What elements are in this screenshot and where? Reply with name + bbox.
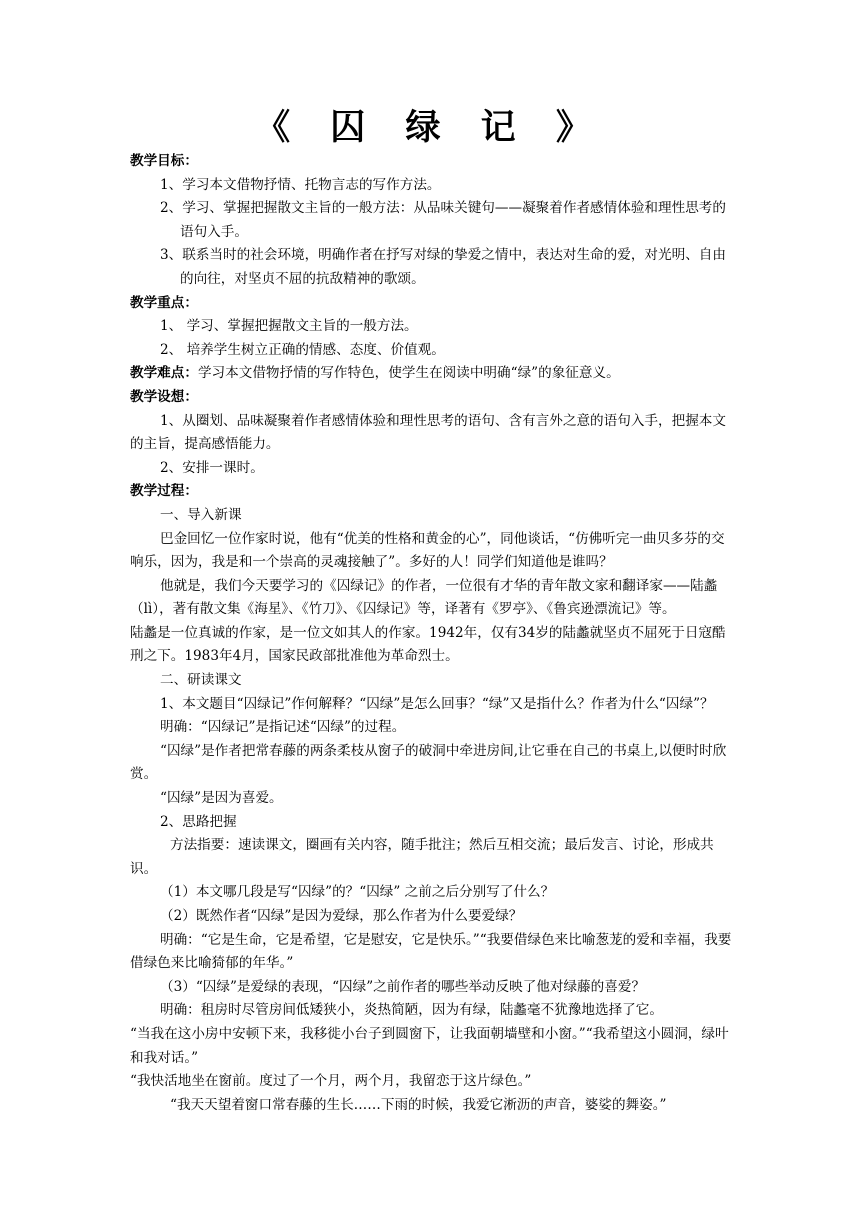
design-heading: 教学设想：	[130, 388, 198, 405]
goal-item: 1、学习本文借物抒情、托物言志的写作方法。	[160, 176, 441, 193]
section-heading: 2、思路把握	[160, 813, 237, 830]
paragraph: 巴金回忆一位作家时说，他有“优美的性格和黄金的心”，同他谈话，“仿佛听完一曲贝多芬的交响乐，因为，我是和一个崇高的灵魂接触了”。多好的人！同学们知道他是谁吗？	[130, 530, 725, 571]
section-heading: 一、导入新课	[160, 506, 242, 523]
question-paragraph: （2）既然作者“囚绿”是因为爱绿，那么作者为什么要爱绿？	[160, 908, 523, 924]
question-paragraph: 1、本文题目“囚绿记”作何解释？“囚绿”是怎么回事？“绿”又是指什么？作者为什么“囚绿”？	[160, 695, 714, 712]
document-body	[130, 150, 735, 1117]
design-item: 1、从圈划、品味凝聚着作者感情体验和理性思考的语句、含有言外之意的语句入手，把握本文的主旨，提高感悟能力。	[130, 412, 726, 453]
question-paragraph: （1）本文哪几段是写“囚绿”的？“囚绿” 之前之后分别写了什么？	[160, 884, 555, 901]
goals-heading: 教学目标：	[130, 153, 198, 169]
answer-paragraph: 明确：“它是生命，它是希望，它是慰安，它是快乐。”“我要借绿色来比喻葱茏的爱和幸福，我要借绿色来比喻猗郁的年华。”	[130, 931, 732, 972]
difficulty-paragraph	[130, 362, 735, 386]
paragraph: “囚绿”是作者把常春藤的两条柔枝从窗子的破洞中牵进房间,让它垂在自己的书桌上,以便时时欣赏。	[130, 742, 727, 783]
question-paragraph: （3）“囚绿”是爱绿的表现，“囚绿”之前作者的哪些举动反映了他对绿藤的喜爱？	[160, 978, 646, 995]
answer-paragraph: 明确：租房时尽管房间低矮狭小，炎热简陋，因为有绿，陆蠡毫不犹豫地选择了它。	[160, 1002, 663, 1019]
paragraph: 他就是，我们今天要学习的《囚绿记》的作者，一位很有才华的青年散文家和翻译家——陆蠡（lì），著有散文集《海星》、《竹刀》、《囚绿记》等，译著有《罗亭》、《鲁宾逊漂流记》等。 陆蠡是一位真诚的作家，是一位文如其人的作家。1942年，仅有34岁的陆蠡就坚贞不屈死于日寇酷刑之下。1983年4月，国家民政部批准他为革命烈士。	[130, 577, 737, 665]
goal-item: 3、联系当时的社会环境，明确作者在抒写对绿的挚爱之情中，表达对生命的爱，对光明、自由的向往，对坚贞不屈的抗敌精神的歌颂。	[160, 247, 726, 287]
paragraph: “囚绿”是因为喜爱。	[160, 790, 283, 807]
difficulty-heading: 教学难点：	[130, 365, 198, 382]
answer-paragraph: 明确：“囚绿记”是指记述“囚绿”的过程。	[160, 719, 406, 736]
paragraph: 方法指要：速读课文，圈画有关内容，随手批注；然后互相交流；最后发言、讨论，形成共识。	[130, 837, 714, 877]
goal-item: 2、学习、掌握把握散文主旨的一般方法：从品味关键句——凝聚着作者感情体验和理性思考的语句入手。	[160, 200, 726, 240]
design-item: 2、安排一课时。	[160, 459, 264, 476]
quote-paragraph: “我天天望着窗口常春藤的生长……下雨的时候，我爱它淅沥的声音，婆娑的舞姿。”	[170, 1096, 667, 1113]
quote-paragraph: “当我在这小房中安顿下来，我移徙小台子到圆窗下，让我面朝墙壁和小窗。”“我希望这小圆洞，绿叶和我对话。”	[130, 1025, 729, 1066]
key-point-item: 1、 学习、掌握把握散文主旨的一般方法。	[160, 318, 418, 335]
quote-paragraph: “我快活地坐在窗前。度过了一个月，两个月，我留恋于这片绿色。”	[130, 1073, 532, 1090]
difficulty-text: 学习本文借物抒情的写作特色，使学生在阅读中明确“绿”的象征意义。	[197, 365, 620, 382]
document-title: 《 囚 绿 记 》	[255, 107, 605, 148]
process-heading: 教学过程：	[130, 483, 198, 500]
section-heading: 二、研读课文	[160, 672, 242, 689]
key-points-heading: 教学重点：	[130, 294, 198, 311]
key-point-item: 2、 培养学生树立正确的情感、态度、价值观。	[160, 341, 445, 358]
